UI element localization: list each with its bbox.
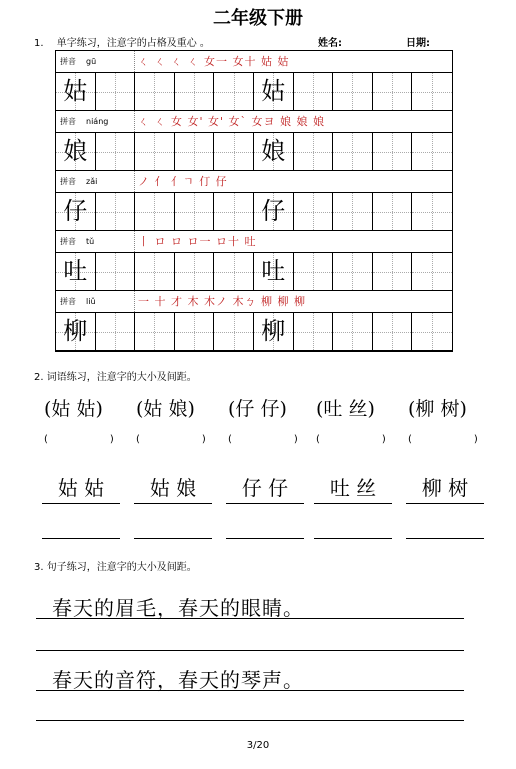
paren-close: ): [187, 398, 195, 420]
practice-cell[interactable]: [96, 133, 136, 170]
model-character-cell: [254, 73, 294, 110]
pinyin-blank[interactable]: [228, 434, 298, 445]
practice-cell[interactable]: [294, 193, 334, 230]
paren-close: ): [279, 398, 287, 420]
character-practice-grid: [55, 50, 453, 352]
pinyin-label-text: 拼音: [60, 297, 76, 306]
section1-number: 1.: [34, 38, 44, 49]
sentence-writing-line[interactable]: [36, 720, 464, 721]
section3-instruction: 3. 句子练习，注意字的大小及间距。: [34, 562, 197, 573]
pinyin-label: [60, 116, 108, 127]
practice-cell[interactable]: [294, 313, 334, 350]
practice-cell[interactable]: [294, 73, 334, 110]
paren-open: (: [136, 434, 140, 445]
word-text: 姑 娘: [143, 398, 188, 420]
character-row: [56, 193, 452, 231]
practice-cell[interactable]: [333, 313, 373, 350]
practice-cell[interactable]: [96, 193, 136, 230]
model-character-cell: [254, 313, 294, 350]
practice-cell[interactable]: [175, 313, 215, 350]
character-row: [56, 313, 452, 351]
word-writing-line[interactable]: [314, 536, 392, 539]
character-row: [56, 73, 452, 111]
practice-cell[interactable]: [175, 253, 215, 290]
practice-cell[interactable]: [373, 193, 413, 230]
practice-cell[interactable]: [135, 313, 175, 350]
pinyin-label-text: 拼音: [60, 57, 76, 66]
pinyin-label-text: 拼音: [60, 237, 76, 246]
practice-cell[interactable]: [135, 133, 175, 170]
practice-cell[interactable]: [412, 313, 452, 350]
word-with-parens: [44, 394, 103, 421]
paren-open: (: [44, 398, 52, 420]
name-label: 姓名:: [318, 38, 342, 49]
practice-cell[interactable]: [175, 73, 215, 110]
pinyin-blank[interactable]: [408, 434, 478, 445]
paren-close: ): [459, 398, 467, 420]
paren-open: (: [316, 398, 324, 420]
page-title: 二年级下册: [213, 8, 303, 29]
model-character: 吐: [261, 257, 286, 285]
practice-cell[interactable]: [214, 133, 254, 170]
model-character-cell: [254, 193, 294, 230]
paren-close: ): [381, 434, 386, 445]
practice-cell[interactable]: [294, 133, 334, 170]
pinyin-label: [60, 56, 96, 67]
practice-cell[interactable]: [333, 73, 373, 110]
model-character: 姑: [261, 77, 286, 105]
practice-cell[interactable]: [373, 73, 413, 110]
date-label: 日期:: [406, 38, 430, 49]
model-word: 柳 树: [406, 472, 484, 504]
stroke-order-sequence: ㄑ ㄑ ㄑ ㄑ 女一 女十 姑 姑: [138, 55, 290, 68]
pinyin-label-text: 拼音: [60, 177, 76, 186]
model-character-cell: [56, 133, 96, 170]
practice-cell[interactable]: [214, 73, 254, 110]
pinyin-separator: [134, 51, 135, 72]
paren-open: (: [316, 434, 320, 445]
paren-close: ): [109, 434, 114, 445]
model-character: 柳: [261, 317, 286, 345]
sentence-writing-line[interactable]: [36, 690, 464, 691]
paren-open: (: [408, 398, 416, 420]
stroke-order-sequence: 丨 ロ ロ ロ一 ロ十 吐: [138, 235, 257, 248]
word-text: 仔 仔: [235, 398, 280, 420]
practice-cell[interactable]: [135, 73, 175, 110]
section1-instruction: [34, 34, 210, 49]
pinyin-label: [60, 236, 94, 247]
word-text: 吐 丝: [323, 398, 368, 420]
model-character: 仔: [63, 197, 88, 225]
pinyin-text: niáng: [86, 117, 109, 126]
practice-cell[interactable]: [135, 253, 175, 290]
page-number: 3/20: [246, 740, 270, 751]
practice-cell[interactable]: [214, 313, 254, 350]
paren-open: (: [228, 398, 236, 420]
practice-cell[interactable]: [412, 133, 452, 170]
sentence-writing-line[interactable]: [36, 618, 464, 619]
pinyin-separator: [134, 291, 135, 312]
practice-cell[interactable]: [135, 193, 175, 230]
word-writing-line[interactable]: [226, 536, 304, 539]
practice-cell[interactable]: [96, 313, 136, 350]
model-character: 柳: [63, 317, 88, 345]
model-character: 娘: [63, 137, 88, 165]
pinyin-text: tǔ: [86, 237, 95, 246]
model-character-cell: [56, 193, 96, 230]
model-character: 吐: [63, 257, 88, 285]
model-character-cell: [56, 313, 96, 350]
practice-cell[interactable]: [96, 253, 136, 290]
word-with-parens: [228, 394, 287, 421]
character-row: [56, 253, 452, 291]
paren-close: ): [473, 434, 478, 445]
model-character: 仔: [261, 197, 286, 225]
practice-cell[interactable]: [333, 133, 373, 170]
practice-cell[interactable]: [412, 193, 452, 230]
model-character-cell: [56, 253, 96, 290]
practice-cell[interactable]: [333, 253, 373, 290]
paren-open: (: [408, 434, 412, 445]
model-word: 姑 姑: [42, 472, 120, 504]
model-character-cell: [254, 253, 294, 290]
word-with-parens: [316, 394, 375, 421]
practice-cell[interactable]: [96, 73, 136, 110]
pinyin-blank[interactable]: [44, 434, 114, 445]
pinyin-separator: [134, 171, 135, 192]
pinyin-row: [56, 231, 452, 253]
practice-cell[interactable]: [412, 73, 452, 110]
paren-close: ): [95, 398, 103, 420]
word-writing-line[interactable]: [134, 536, 212, 539]
pinyin-separator: [134, 231, 135, 252]
practice-cell[interactable]: [373, 313, 413, 350]
model-word: 吐 丝: [314, 472, 392, 504]
paren-open: (: [44, 434, 48, 445]
stroke-order-sequence: ㄑ ㄑ 女 女' 女' 女ˋ 女ヨ 娘 娘 娘: [138, 115, 326, 128]
pinyin-label: [60, 296, 96, 307]
word-writing-line[interactable]: [406, 536, 484, 539]
sentence-writing-line[interactable]: [36, 650, 464, 651]
model-character-cell: [56, 73, 96, 110]
word-with-parens: [136, 394, 195, 421]
pinyin-blank[interactable]: [136, 434, 206, 445]
pinyin-row: [56, 171, 452, 193]
paren-open: (: [228, 434, 232, 445]
word-text: 姑 姑: [51, 398, 96, 420]
model-character: 娘: [261, 137, 286, 165]
character-row: [56, 133, 452, 171]
practice-cell[interactable]: [373, 253, 413, 290]
stroke-order-sequence: ノ 亻 亻ㄱ 仃 仔: [138, 175, 228, 188]
pinyin-row: [56, 291, 452, 313]
model-word: 仔 仔: [226, 472, 304, 504]
paren-close: ): [367, 398, 375, 420]
practice-cell[interactable]: [175, 193, 215, 230]
pinyin-separator: [134, 111, 135, 132]
pinyin-text: liǔ: [86, 297, 96, 306]
pinyin-row: [56, 111, 452, 133]
practice-cell[interactable]: [175, 133, 215, 170]
pinyin-text: zǎi: [86, 177, 98, 186]
paren-close: ): [293, 434, 298, 445]
paren-close: ): [201, 434, 206, 445]
sentence-2: 春天的音符，春天的琴声。: [52, 668, 304, 692]
word-text: 柳 树: [415, 398, 460, 420]
section1-instruction-text: 单字练习，注意字的占格及重心 。: [56, 38, 210, 49]
practice-cell[interactable]: [214, 253, 254, 290]
practice-cell[interactable]: [333, 193, 373, 230]
pinyin-text: gū: [86, 57, 97, 66]
paren-open: (: [136, 398, 144, 420]
practice-cell[interactable]: [294, 253, 334, 290]
model-character: 姑: [63, 77, 88, 105]
word-writing-line[interactable]: [42, 536, 120, 539]
sentence-1: 春天的眉毛，春天的眼睛。: [52, 596, 304, 620]
pinyin-label-text: 拼音: [60, 117, 76, 126]
model-word: 姑 娘: [134, 472, 212, 504]
practice-cell[interactable]: [412, 253, 452, 290]
practice-cell[interactable]: [214, 193, 254, 230]
stroke-order-sequence: 一 十 才 木 木ノ 木ㄅ 柳 柳 柳: [138, 295, 306, 308]
pinyin-label: [60, 176, 97, 187]
pinyin-row: [56, 51, 452, 73]
model-character-cell: [254, 133, 294, 170]
word-with-parens: [408, 394, 467, 421]
pinyin-blank[interactable]: [316, 434, 386, 445]
section2-instruction: 2. 词语练习，注意字的大小及间距。: [34, 372, 197, 383]
practice-cell[interactable]: [373, 133, 413, 170]
